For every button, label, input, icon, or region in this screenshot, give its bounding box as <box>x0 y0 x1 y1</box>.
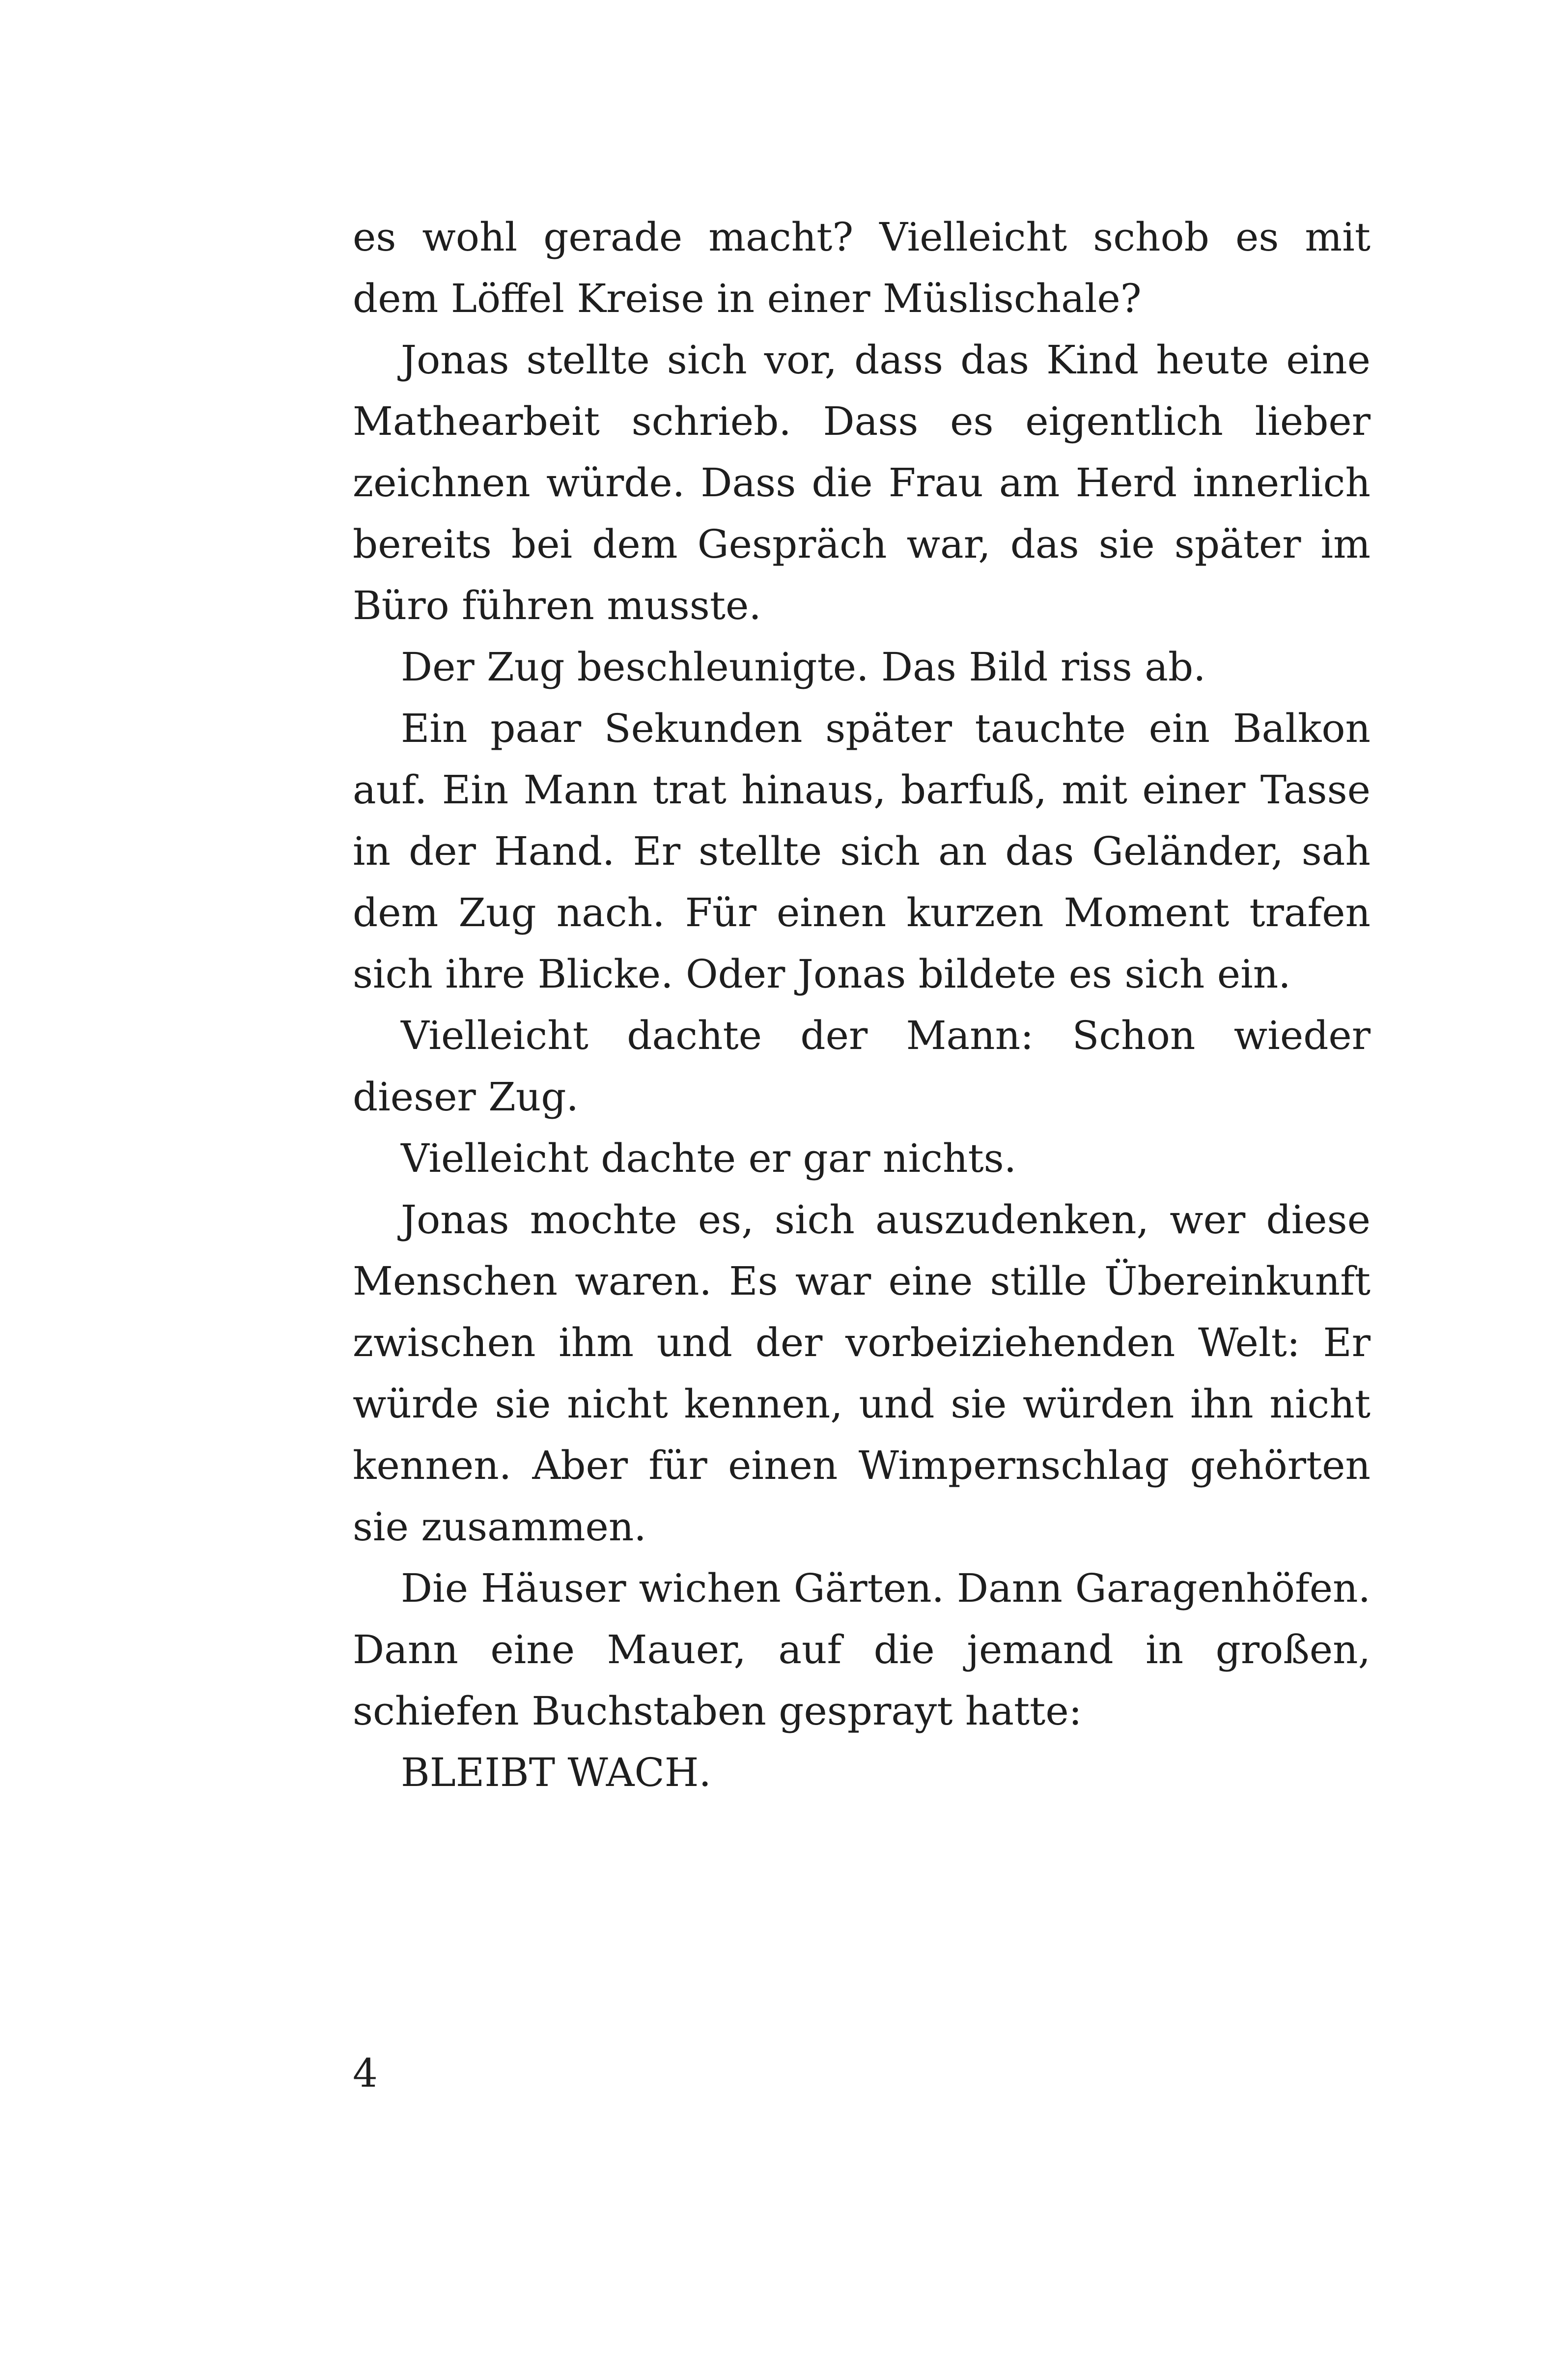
paragraph: Die Häuser wichen Gärten. Dann Garagenhöfen. Dann eine Mauer, auf die jemand in großen, schiefen Buchstaben gesprayt hatte: <box>353 1565 1371 1734</box>
paragraph: BLEIBT WACH. <box>401 1750 711 1795</box>
paragraph-continuation: es wohl gerade macht? Vielleicht schob es mit dem Löffel Kreise in einer Müslischale? <box>353 214 1371 321</box>
paragraph: Jonas stellte sich vor, dass das Kind heute eine Mathearbeit schrieb. Dass es eigentlich lieber zeichnen würde. Dass die Frau am Herd innerlich bereits bei dem Gespräch war, das sie später im Büro führen musste. <box>353 337 1371 628</box>
paragraph: Ein paar Sekunden später tauchte ein Balkon auf. Ein Mann trat hinaus, barfuß, mit einer Tasse in der Hand. Er stellte sich an das Geländer, sah dem Zug nach. Für einen kurzen Moment trafen sich ihre Blicke. Oder Jonas bildete es sich ein. <box>353 706 1371 997</box>
paragraph: Vielleicht dachte er gar nichts. <box>401 1135 1017 1181</box>
paragraph: Der Zug beschleunigte. Das Bild riss ab. <box>401 644 1206 690</box>
paragraph: Vielleicht dachte der Mann: Schon wieder dieser Zug. <box>353 1013 1371 1120</box>
page-number: 4 <box>353 2050 378 2096</box>
body-text <box>353 206 1371 1803</box>
paragraph: Jonas mochte es, sich auszudenken, wer diese Menschen waren. Es war eine stille Übereinkunft zwischen ihm und der vorbeiziehenden Welt: Er würde sie nicht kennen, und sie würden ihn nicht kennen. Aber für einen Wimpernschlag gehörten sie zusammen. <box>353 1197 1371 1550</box>
